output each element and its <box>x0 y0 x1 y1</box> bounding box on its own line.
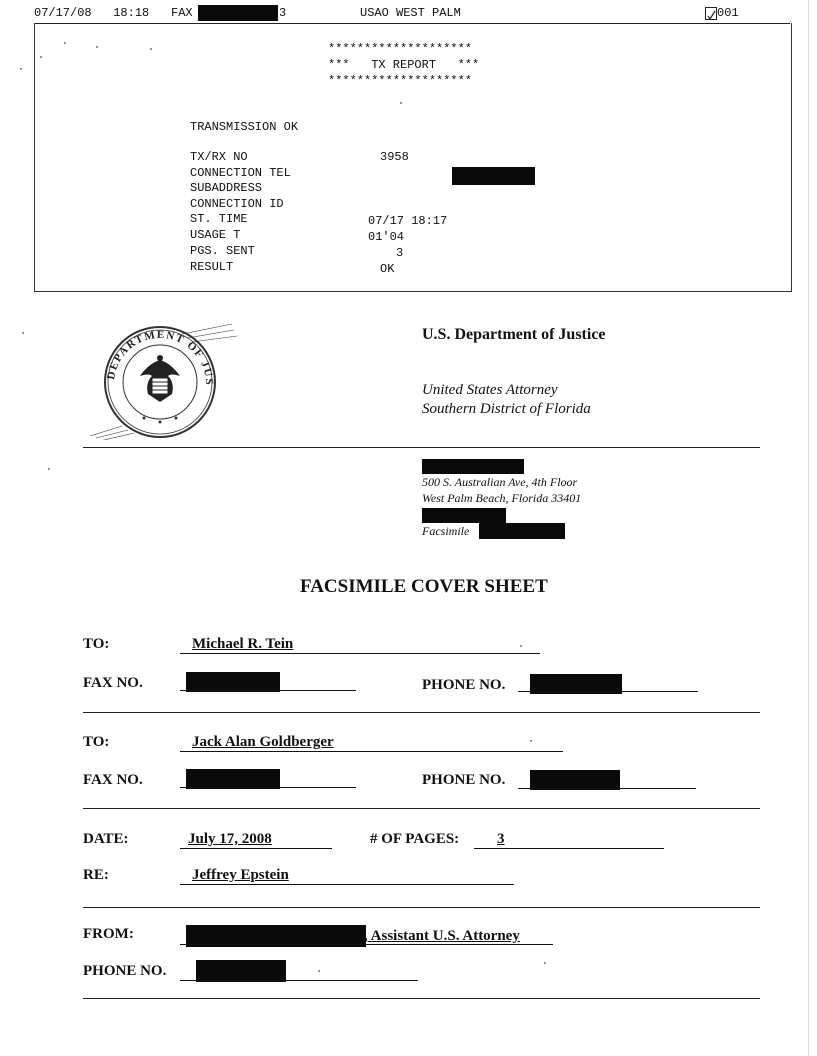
section-divider <box>83 907 760 908</box>
from-underline <box>180 944 553 945</box>
recipient-underline <box>180 653 540 654</box>
facsimile-label: Facsimile <box>422 524 470 538</box>
redaction-address-line <box>422 459 524 474</box>
redaction-phone-no <box>530 770 620 790</box>
tx-report-stars-top: ******************** <box>328 42 473 56</box>
tx-report-title: *** TX REPORT *** <box>328 58 480 72</box>
tx-row-label: TX/RX NO <box>190 150 248 164</box>
seal-text: DEPARTMENT OF JUS <box>105 328 216 387</box>
letterhead-rule <box>83 447 760 448</box>
scan-speck <box>400 102 402 104</box>
recipient-name: Michael R. Tein <box>192 636 294 652</box>
scan-speck <box>520 645 522 647</box>
scan-edge <box>808 0 809 1056</box>
to-label: TO: <box>83 636 110 652</box>
scan-speck <box>544 962 546 964</box>
phone-no-underline <box>518 788 696 789</box>
redaction-fax-no <box>186 769 280 789</box>
scan-speck <box>20 68 22 70</box>
tx-row-value: 3958 <box>380 150 409 164</box>
scan-speck <box>22 332 24 334</box>
fax-no-label: FAX NO. <box>83 772 143 788</box>
phone-no-label: PHONE NO. <box>422 772 506 788</box>
recipient-underline <box>180 751 563 752</box>
tx-row-label: PGS. SENT <box>190 244 255 258</box>
tx-row-label: USAGE T <box>190 228 241 242</box>
re-underline <box>180 884 514 885</box>
tx-status: TRANSMISSION OK <box>190 120 299 134</box>
scan-speck <box>64 42 66 44</box>
recipient-name: Jack Alan Goldberger <box>192 734 334 750</box>
redaction-facsimile-number <box>479 523 565 539</box>
date-underline <box>180 848 332 849</box>
tx-row-value: OK <box>380 262 395 276</box>
section-divider <box>83 712 760 713</box>
scan-speck <box>318 970 320 972</box>
section-divider <box>83 808 760 809</box>
tx-row-label: ST. TIME <box>190 212 248 226</box>
redaction-fax-number <box>198 5 278 21</box>
redaction-sender-phone <box>196 960 286 982</box>
fax-label: FAX <box>171 6 193 20</box>
phone-no-label: PHONE NO. <box>83 963 167 979</box>
department-name: U.S. Department of Justice <box>422 326 606 343</box>
phone-no-underline <box>518 691 698 692</box>
scan-speck <box>150 48 152 50</box>
address-street: 500 S. Australian Ave, 4th Floor <box>422 475 578 489</box>
address-city: West Palm Beach, Florida 33401 <box>422 491 582 505</box>
redaction-phone-line <box>422 508 506 523</box>
doj-seal <box>82 322 244 440</box>
from-label: FROM: <box>83 926 134 942</box>
fax-no-underline <box>180 787 356 788</box>
tx-report-stars-bottom: ******************** <box>328 74 473 88</box>
fax-page-number: 001 <box>717 6 739 20</box>
scan-speck <box>96 46 98 48</box>
redaction-fax-no <box>186 672 280 692</box>
tx-row-label: CONNECTION TEL <box>190 166 291 180</box>
office-district: Southern District of Florida <box>422 401 591 417</box>
sender-phone-underline <box>180 980 418 981</box>
redaction-connection-tel <box>452 167 535 185</box>
tx-row-label: RESULT <box>190 260 234 274</box>
pages-underline <box>474 848 664 849</box>
tx-row-value: 3 <box>396 246 404 260</box>
phone-no-label: PHONE NO. <box>422 677 506 693</box>
scan-speck <box>48 468 50 470</box>
fax-number-suffix: 3 <box>279 6 287 20</box>
fax-sender: USAO WEST PALM <box>360 6 461 20</box>
cover-sheet-title: FACSIMILE COVER SHEET <box>300 576 548 597</box>
scan-speck <box>40 56 42 58</box>
to-label: TO: <box>83 734 110 750</box>
bottom-rule <box>83 998 760 999</box>
tx-row-value: 01'04 <box>368 230 405 244</box>
fax-no-underline <box>180 690 356 691</box>
tx-row-label: CONNECTION ID <box>190 197 284 211</box>
fax-datetime: 07/17/08 18:18 <box>34 6 150 20</box>
from-title: , Assistant U.S. Attorney <box>364 928 520 944</box>
re-value: Jeffrey Epstein <box>192 867 289 883</box>
tx-row-label: SUBADDRESS <box>190 181 263 195</box>
date-label: DATE: <box>83 831 129 847</box>
page-checkbox-icon <box>705 7 717 20</box>
scan-speck <box>530 740 532 742</box>
tx-row-value: 07/17 18:17 <box>368 214 448 228</box>
pages-label: # OF PAGES: <box>370 831 460 847</box>
pages-value: 3 <box>497 831 505 847</box>
date-value: July 17, 2008 <box>188 831 272 847</box>
re-label: RE: <box>83 867 109 883</box>
office-title: United States Attorney <box>422 382 558 398</box>
fax-no-label: FAX NO. <box>83 675 143 691</box>
